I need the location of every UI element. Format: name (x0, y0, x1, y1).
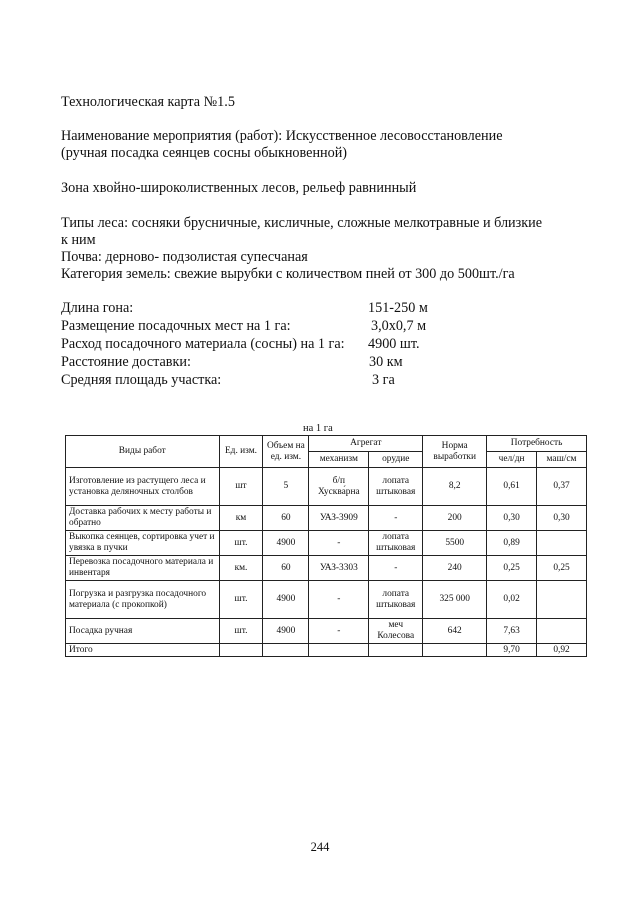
header-need: Потребность (487, 436, 587, 452)
param-label: Расстояние доставки: (61, 354, 191, 370)
cell-total-machine-shifts: 0,92 (537, 644, 587, 657)
cell-person-days: 0,02 (487, 581, 537, 619)
cell-work-name: Погрузка и разгрузка посадочного материала (с прокопкой) (66, 581, 220, 619)
cell-volume: 4900 (263, 619, 309, 644)
table-row (66, 556, 587, 581)
cell-volume: 5 (263, 468, 309, 506)
cell-tool: меч Колесова (369, 619, 423, 644)
forest-zone: Зона хвойно-широколиственных лесов, рельеф равнинный (61, 180, 417, 196)
cell-total-label: Итого (66, 644, 220, 657)
cell-unit: шт. (219, 581, 263, 619)
table-row (66, 619, 587, 644)
cell-mechanism: УАЗ-3909 (309, 506, 369, 531)
cell-person-days: 0,89 (487, 531, 537, 556)
cell-volume: 4900 (263, 581, 309, 619)
cell-volume: 60 (263, 506, 309, 531)
cell-machine-shifts (537, 531, 587, 556)
event-name-line1: Наименование мероприятия (работ): Искусственное лесовосстановление (61, 128, 503, 144)
param-row (61, 335, 420, 353)
total-row (66, 644, 587, 657)
param-value: 151-250 м (368, 300, 428, 316)
cell-person-days: 7,63 (487, 619, 537, 644)
header-norm: Норма выработки (423, 436, 487, 468)
param-row (61, 353, 403, 371)
cell-mechanism: УАЗ-3303 (309, 556, 369, 581)
header-volume: Объем на ед. изм. (263, 436, 309, 468)
cell-norm: 325 000 (423, 581, 487, 619)
header-aggregate: Агрегат (309, 436, 423, 452)
param-value: 3 га (372, 372, 395, 388)
cell-work-name: Перевозка посадочного материала и инвентаря (66, 556, 220, 581)
cell-mechanism: б/п Хусква́рна (309, 468, 369, 506)
param-label: Длина гона: (61, 300, 134, 316)
param-row (61, 299, 428, 317)
cell-person-days: 0,61 (487, 468, 537, 506)
cell-unit: км (219, 506, 263, 531)
parameters-list (61, 299, 428, 389)
cell-unit: шт. (219, 531, 263, 556)
forest-types-line2: к ним (61, 232, 96, 248)
cell-work-name: Доставка рабочих к месту работы и обратно (66, 506, 220, 531)
cell-mechanism: - (309, 619, 369, 644)
cell-machine-shifts: 0,25 (537, 556, 587, 581)
cell-person-days: 0,25 (487, 556, 537, 581)
cell-mechanism: - (309, 531, 369, 556)
cell-tool: - (369, 506, 423, 531)
cell-machine-shifts (537, 581, 587, 619)
cell-work-name: Посадка ручная (66, 619, 220, 644)
cell-volume: 60 (263, 556, 309, 581)
param-label: Расход посадочного материала (сосны) на 1 га: (61, 336, 345, 352)
soil-type: Почва: дерново- подзолистая супесчаная (61, 249, 308, 265)
cell-tool: лопата штыковая (369, 581, 423, 619)
table-row (66, 506, 587, 531)
param-label: Средняя площадь участка: (61, 372, 222, 388)
cell-work-name: Изготовление из растущего леса и установка деляночных столбов (66, 468, 220, 506)
cell-unit: шт. (219, 619, 263, 644)
param-row (61, 317, 427, 335)
header-work-types: Виды работ (66, 436, 220, 468)
cell-norm: 8,2 (423, 468, 487, 506)
cell-tool: лопата штыковая (369, 531, 423, 556)
cell-norm: 200 (423, 506, 487, 531)
cell-tool: - (369, 556, 423, 581)
cell-machine-shifts (537, 619, 587, 644)
forest-types-line1: Типы леса: сосняки брусничные, кисличные, сложные мелкотравные и близкие (61, 215, 543, 231)
cell-total-person-days: 9,70 (487, 644, 537, 657)
cell-norm: 5500 (423, 531, 487, 556)
param-value: 3,0х0,7 м (371, 318, 427, 334)
header-person-days: чел/дн (487, 452, 537, 468)
header-unit: Ед. изм. (219, 436, 263, 468)
cell-work-name: Выкопка сеянцев, сортировка учет и увязка в пучки (66, 531, 220, 556)
header-mechanism: механизм (309, 452, 369, 468)
cell-machine-shifts: 0,37 (537, 468, 587, 506)
header-tool: орудие (369, 452, 423, 468)
cell-norm: 642 (423, 619, 487, 644)
land-category: Категория земель: свежие вырубки с количеством пней от 300 до 500шт./га (61, 266, 515, 282)
card-title: Технологическая карта №1.5 (61, 94, 235, 110)
cell-unit: км. (219, 556, 263, 581)
table-row (66, 468, 587, 506)
work-table (65, 435, 587, 657)
table-unit-note: на 1 га (303, 423, 333, 434)
header-machine-shifts: маш/см (537, 452, 587, 468)
param-row (61, 371, 395, 389)
table-row (66, 531, 587, 556)
table-row (66, 581, 587, 619)
cell-tool: лопата штыковая (369, 468, 423, 506)
cell-norm: 240 (423, 556, 487, 581)
cell-person-days: 0,30 (487, 506, 537, 531)
param-value: 30 км (369, 354, 403, 370)
param-label: Размещение посадочных мест на 1 га: (61, 318, 291, 334)
cell-mechanism: - (309, 581, 369, 619)
page-number: 244 (310, 840, 330, 854)
event-name-line2: (ручная посадка сеянцев сосны обыкновенной) (61, 145, 348, 161)
cell-unit: шт (219, 468, 263, 506)
param-value: 4900 шт. (368, 336, 420, 352)
cell-volume: 4900 (263, 531, 309, 556)
cell-machine-shifts: 0,30 (537, 506, 587, 531)
